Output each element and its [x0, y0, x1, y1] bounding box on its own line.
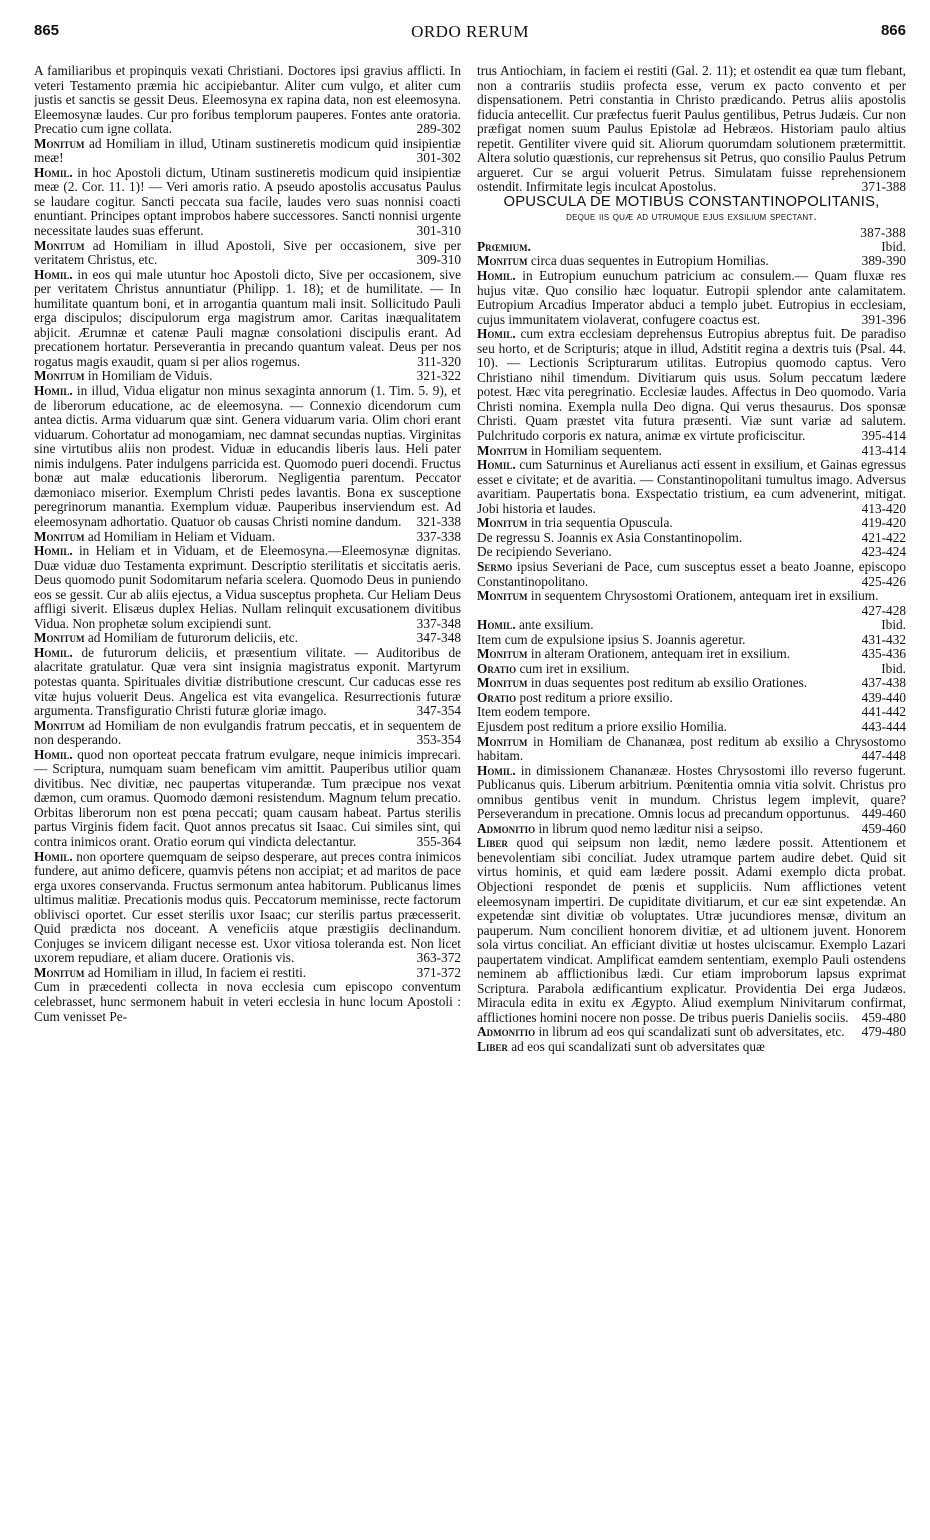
index-entry	[477, 676, 906, 691]
entry-label: Homil.	[477, 268, 516, 284]
section-subtitle: deque iis quæ ad utrumque ejus exsilium spectant.	[566, 210, 817, 223]
page-reference: 413-420	[861, 500, 906, 516]
page-reference: 421-422	[861, 529, 906, 545]
page-reference: 387-388	[860, 224, 906, 240]
section-title: OPUSCULA DE MOTIBUS CONSTANTINOPOLITANIS,	[503, 193, 880, 210]
index-entry	[477, 647, 906, 662]
page-reference: Ibid.	[881, 238, 906, 254]
entry-text: ad Homiliam in Heliam et Viduam.	[87, 528, 276, 544]
page-reference: 459-460	[861, 820, 906, 836]
entry-text: in Homiliam de Chananæa, post reditum ab exsilio a Chrysostomo habitam.	[477, 733, 906, 764]
entry-label: Admonitio	[477, 820, 536, 836]
page-reference: Ibid.	[881, 617, 906, 633]
entry-text: in duas sequentes post reditum ab exsilio Orationes.	[530, 675, 808, 691]
index-entry	[34, 530, 461, 545]
page-reference: 371-372	[416, 964, 461, 980]
entry-label: Monitum	[477, 442, 528, 458]
entry-text: Item eodem tempore.	[477, 704, 591, 720]
index-entry	[477, 458, 906, 516]
entry-label: Monitum	[477, 733, 528, 749]
entry-text: in librum ad eos qui scandalizati sunt ob adversitates, etc.	[538, 1024, 845, 1040]
entry-text: in alteram Orationem, antequam iret in exsilium.	[530, 646, 791, 662]
entry-text: quod qui seipsum non lædit, nemo lædere possit. Attentionem et benevolentiam sibi conciliat. Judex utramque partem audire debet. Quid sit virtus hominis, et quid eam lædere possit. Adami exemplo dicta probat. Objectioni respondet de pœnis et suppliciis. Num afflictiones vetent eleemosynam impertiri. De cupiditate divitiarum, et cur eæ sint expetendæ. An expetendæ sint divitiæ ob voluptates. Utræ jucundiores mensæ, divitum an pauperum. Num concilient honorem divitiæ, et ad ultionem juvent. Honorem sola virtus conciliat. An efficiant divitiæ ut hostes ulciscamur. Exemplo Lazari paupertatem vindicat. Amplificat eamdem sententiam, exemplo Pauli ostendens neminem ab afflictionibus lædi. Cur etiam improborum lapsus exprimat Scriptura. Parabola ædificantium explicatur. Providentia Dei erga Judæos. Miracula edita in exitu ex Ægypto. Aliud exemplum Ninivitarum confirmat, afflictiones homini nocere non posse. De tribus pueris Danielis sociis.	[477, 835, 906, 1025]
entry-label: Homil.	[34, 746, 73, 762]
entry-label: Prœmium.	[477, 238, 531, 254]
entry-label: Homil.	[34, 266, 73, 282]
entry-text: trus Antiochiam, in faciem ei restiti (Gal. 2. 11); et ostendit ea quæ tum flebant, non a contrariis studiis profecta esse, verum ex pacto convento et per dispensationem. Petri constantia in Christo prædicando. Petrus aliis apostolis fiducia antecellit. Cur præfectus fuerit Paulus gentilibus, Petrus Judæis. Cur non præfigat nomen suum Paulus Epistolæ ad Hebræos. Historiam paulo altius repetit. Gentiliter vivere quid sit. Aliorum quorumdam solutionem prætermittit. Altera solutio quæstionis, cur reprehensus sit Petrus, quo consilio Paulus Petrum argueret. Cur se argui voluerit Petrus. Simulatam fuisse reprehensionem ostendit. Infirmitate legis inculcat Apostolus.	[477, 64, 906, 195]
entry-label: Homil.	[34, 644, 73, 660]
running-header	[34, 10, 906, 40]
entry-text: post reditum a priore exsilio.	[519, 689, 673, 705]
index-entry	[34, 137, 461, 166]
index-entry	[34, 748, 461, 850]
index-entry	[34, 64, 461, 137]
page-reference: 439-440	[861, 689, 906, 705]
entry-text: Ejusdem post reditum a priore exsilio Homilia.	[477, 718, 728, 734]
entry-label: Monitum	[477, 675, 528, 691]
entry-label: Monitum	[477, 253, 528, 269]
index-entry	[477, 444, 906, 459]
entry-text: ad Homiliam in illud Apostoli, Sive per occasionem, sive per veritatem Christus, etc.	[34, 237, 461, 268]
index-entry	[34, 850, 461, 966]
entry-text: ad Homiliam in illud, In faciem ei restiti.	[87, 964, 307, 980]
entry-label: Monitum	[34, 135, 85, 151]
entry-label: Homil.	[34, 543, 73, 559]
page-reference: 301-310	[416, 223, 461, 239]
entry-label: Monitum	[34, 528, 85, 544]
index-entry	[477, 836, 906, 1025]
page-reference: 347-354	[416, 703, 461, 719]
page-number-left: 865	[34, 22, 60, 39]
page-reference: 479-480	[861, 1024, 906, 1040]
entry-text: ad Homiliam de non evulgandis fratrum peccatis, et in sequentem de non desperando.	[34, 717, 461, 748]
entry-text: in Eutropium eunuchum patricium ac consulem.— Quam fluxæ res hujus vitæ. Quo consilio hæc loquatur. Eutropii splendor ante calamitatem. Eutropium Arcadius Imperator abduci a templo jubet. Eutropius in ecclesiam, cujus immunitatem violaverat, confugere coactus est.	[477, 268, 906, 327]
entry-text: in Homiliam sequentem.	[530, 442, 662, 458]
entry-text: circa duas sequentes in Eutropium Homilias.	[530, 253, 769, 269]
index-entry	[477, 516, 906, 531]
entry-label: Monitum	[477, 588, 528, 604]
page-reference: 449-460	[861, 806, 906, 822]
entry-text: ad Homiliam de futurorum deliciis, etc.	[87, 630, 298, 646]
index-entry	[477, 735, 906, 764]
entry-text: in librum quod nemo læditur nisi a seipso.	[538, 820, 763, 836]
entry-text: ante exsilium.	[519, 617, 594, 633]
page-reference: 431-432	[861, 631, 906, 647]
index-entry	[477, 531, 906, 546]
entry-text: A familiaribus et propinquis vexati Christiani. Doctores ipsi gravius afflicti. In veteri Testamento præmia hic accipiebantur. Aliter cum vulgo, et aliter cum justis et sanctis se gessit Deus. Eleemosyna ex rapina data, non est eleemosyna. Eleemosynæ laudes. Cur pro foribus templorum pauperes. Fontes ante oratoria. Precatio cum igne collata.	[34, 64, 461, 137]
entry-text: ad Homiliam in illud, Utinam sustineretis modicum quid insipientiæ meæ!	[34, 135, 461, 166]
index-entry	[477, 269, 906, 327]
entry-label: Monitum	[34, 630, 85, 646]
entry-text: cum iret in exsilium.	[519, 660, 630, 676]
index-entry	[34, 980, 461, 1024]
page-reference: 301-302	[416, 150, 461, 166]
entry-label: Monitum	[34, 368, 85, 384]
entry-label: Homil.	[477, 617, 516, 633]
entry-label: Homil.	[477, 762, 516, 778]
entry-text: cum Saturninus et Aurelianus acti essent in exsilium, et Gainas egressus esset e civitate; et de avaritia. — Constantinopolitani tumultus imago. Adversus avaritiam. Paupertatis bona. Exspectatio tristium, ea cum advenerint, mitigat. Jobi historia et laudes.	[477, 457, 906, 516]
index-entry	[34, 166, 461, 239]
index-entry	[477, 764, 906, 822]
page-reference: 423-424	[861, 544, 906, 560]
page-reference: 447-448	[861, 748, 906, 764]
index-entry	[477, 720, 906, 735]
entry-label: Homil.	[477, 457, 516, 473]
right-column	[477, 64, 906, 1532]
entry-label: Monitum	[477, 646, 528, 662]
entry-label: Oratio	[477, 660, 517, 676]
page-reference: 443-444	[861, 718, 906, 734]
page-reference: 459-480	[861, 1009, 906, 1025]
index-entry	[34, 544, 461, 631]
index-entry	[34, 966, 461, 981]
page-reference: 413-414	[861, 442, 906, 458]
index-entry	[477, 64, 906, 195]
page-reference: 419-420	[861, 515, 906, 531]
entry-label: Liber	[477, 1039, 508, 1054]
entry-text: in dimissionem Chananææ. Hostes Chrysostomi illo reverso fugerunt. Publicanus quis. Liberum arbitrium. Pœnitentia omnia vitia solvit. Christus pro omnibus gentibus venit in mundum. Christus legem implevit, quare? Perseverandum in precatione. Omnis locus ad precandum opportunus.	[477, 762, 906, 822]
entry-text: in eos qui male utuntur hoc Apostoli dicto, Sive per occasionem, sive per veritatem Christus annuntiatur (Philipp. 1. 18); et de humilitate. — In humilitate quantum boni, et in arrogantia quantum mali insit. Sollicitudo Pauli erga discipulos; discipulorum erga magistrum amor. Caritas inæqualitatem abjicit. Ærumnæ et catenæ Pauli magnæ consolationi discipulis erant. Ad precationem hortatur. Perseverantia in precando quantum valeat. Deus per nos rogatus magis exaudit, quam si per alios rogemus.	[34, 266, 461, 369]
entry-text: quod non oporteat peccata fratrum evulgare, neque inimicis imprecari. — Scriptura, numquam suam beneficam vim amittit. Pauperibus utilior quam divitibus. Nec divitiæ, nec paupertas vituperandæ. Tum præcipue nos vexat dæmon, cum oramus. Quomodo dæmoni resistendum. Magnum telum precatio. Orbitas liberorum non est pœna peccati; quam causam habeat. Partus sterilis partus Virginis fidem facit. Quot annos precatus sit Isaac. Cui similes sint, qui contra inimicos orant. Oratio eorum qui vindicta delectantur.	[34, 746, 461, 849]
index-entry	[477, 1040, 906, 1055]
entry-label: Homil.	[477, 326, 516, 342]
index-entry	[477, 327, 906, 443]
index-entry	[34, 268, 461, 370]
entry-label: Homil.	[34, 164, 73, 180]
page-reference: 395-414	[861, 428, 906, 444]
entry-text: de futurorum deliciis, et præsentium vilitate. — Auditoribus de alacritate gratulatur. Quæ vera sint insignia magistratus exponit. Martyrum potestas quanta. Spirituales divitiæ distributione crescunt. Cur caducas esse res vitæ hujus voluerit Deus. Angelica est vita evangelica. Resurrectionis futuræ argumenta. Transfiguratio Christi futuræ gloriæ imago.	[34, 644, 461, 719]
index-entry	[477, 705, 906, 720]
entry-text: cum extra ecclesiam deprehensus Eutropius abreptus fuit. De paradiso seu horto, et de Scripturis; atque in illud, Adstitit regina a dextris tuis (Psal. 44. 10). — Lectionis Scripturarum utilitas. Eutropius quomodo captus. Vero Christiano nihil timendum. Divitiarum quis usus. Solum peccatum lædere potest. Hæc vita peregrinatio. Ecclesiæ laudes. Affectus in Deo quomodo. Varia Christi nomina. Exempla nulla Deo digna. Qui verus thesaurus. Dos sponsæ Christi. Quam præstet vita futura præsenti. Viæ sunt variæ ad salutem. Pulchritudo corporis ex natura, animæ ex virtute proficiscitur.	[477, 326, 906, 444]
entry-text: ad eos qui scandalizati sunt ob adversitates quæ	[511, 1039, 765, 1054]
entry-label: Oratio	[477, 689, 517, 705]
page-reference: 337-348	[416, 615, 461, 631]
index-entry	[477, 589, 906, 618]
index-entry	[34, 631, 461, 646]
index-entry	[34, 239, 461, 268]
index-entry	[477, 618, 906, 633]
page-reference: 389-390	[861, 253, 906, 269]
section-heading	[477, 195, 906, 240]
entry-text: ipsius Severiani de Pace, cum susceptus esset a beato Joanne, episcopo Constantinopolitano.	[477, 558, 906, 589]
index-entry	[477, 240, 906, 255]
page-reference: 353-354	[416, 732, 461, 748]
left-column	[34, 64, 461, 1532]
index-entry	[34, 719, 461, 748]
entry-label: Liber	[477, 835, 508, 851]
page-reference: 311-320	[417, 353, 461, 369]
entry-label: Homil.	[34, 848, 73, 864]
index-entry	[34, 369, 461, 384]
index-entry	[477, 254, 906, 269]
page-reference: 371-388	[861, 179, 906, 195]
index-entry	[477, 560, 906, 589]
entry-label: Monitum	[34, 964, 85, 980]
page-reference: 321-338	[416, 513, 461, 529]
page-reference: 347-348	[416, 630, 461, 646]
page-reference: 289-302	[416, 121, 461, 137]
page-reference: 321-322	[416, 368, 461, 384]
entry-text: in hoc Apostoli dictum, Utinam sustineretis modicum quid insipientiæ meæ (2. Cor. 11. 1)! — Veri amoris ratio. A pseudo apostolis accusatus Paulus se laudare cogitur. Sancti peccata sua facile, laudes vero suas nonnisi coacti enuntiant. Principes optant improbos habere successores. Sancti nonnisi urgente necessitate laudes suas efferunt.	[34, 164, 461, 239]
index-entry	[477, 633, 906, 648]
page-reference: 355-364	[416, 833, 461, 849]
page-reference: 435-436	[861, 646, 906, 662]
index-entry	[477, 822, 906, 837]
entry-text: De regressu S. Joannis ex Asia Constantinopolim.	[477, 529, 743, 545]
entry-text: in Homiliam de Viduis.	[87, 368, 213, 384]
entry-label: Homil.	[34, 383, 73, 399]
entry-label: Monitum	[477, 515, 528, 531]
page-reference: 391-396	[861, 311, 906, 327]
page-reference: Ibid.	[881, 660, 906, 676]
page-reference: 427-428	[861, 602, 906, 618]
page-reference: 437-438	[861, 675, 906, 691]
page-reference: 363-372	[416, 950, 461, 966]
entry-label: Admonitio	[477, 1024, 536, 1040]
page-reference: 441-442	[861, 704, 906, 720]
index-entry	[477, 691, 906, 706]
entry-text: in sequentem Chrysostomi Orationem, antequam iret in exsilium.	[530, 588, 879, 604]
index-entry	[477, 545, 906, 560]
entry-text: in illud, Vidua eligatur non minus sexaginta annorum (1. Tim. 5. 9), et de liberorum educatione, ac de eleemosyna. — Connexio dicendorum cum antea dictis. Arma viduarum quæ sint. Genera viduarum varia. Olim chori erant viduarum. Cohortatur ad monogamiam, nec damnat secundas nuptias. Virginitas sine virtutibus aliis non prodest. Viduæ in educandis liberis laus. Heli pater nimis indulgens. Pater indulgens parricida est. Quomodo pueri docendi. Fructus bonæ aut malæ educationis liberorum. Negligentia parentum. Peccator dæmoniaco miserior. Exemplum Christi pedes lavantis. Bona ex susceptione peregrinorum manantia. Exemplum viduæ. Pauperibus inserviendum est. Ad eleemosynam adhortatio. Quatuor ob causas Christi nomine dandum.	[34, 383, 461, 529]
page-reference: 337-338	[416, 528, 461, 544]
index-entry	[34, 384, 461, 529]
index-entry	[477, 1025, 906, 1040]
entry-text: in tria sequentia Opuscula.	[530, 515, 673, 531]
entry-text: Cum in præcedenti collecta in nova ecclesia cum episcopo conventum celebrasset, hunc sermonem habuit in veteri ecclesia in hunc locum Apostoli : Cum venisset Pe-	[34, 979, 461, 1024]
running-title: ORDO RERUM	[411, 22, 529, 41]
entry-label: Monitum	[34, 237, 85, 253]
entry-text: Item cum de expulsione ipsius S. Joannis ageretur.	[477, 631, 746, 647]
index-entry	[34, 646, 461, 719]
page-reference: 425-426	[861, 573, 906, 589]
entry-label: Monitum	[34, 717, 85, 733]
index-entry	[477, 662, 906, 677]
entry-text: non oportere quemquam de seipso desperare, aut preces contra inimicos fundere, aut animo deficere, quamvis pétens non accipiat; et ad maritos de pace erga uxores conservanda. Fructus sermonum antea habitorum. Publicanus limes ultimus malitiæ. Precationis modus quis. Peccatorum meminisse, recte factorum oblivisci oportet. Cur esset sterilis uxor Isaac; cur sterilis partus præcesserit. Quid prædicta nos doceant. A veneficiis atque præstigiis declinandum. Conjuges se invicem diligant necesse est. Uxor vitiosa toleranda est. Non licet uxorem repudiare, et aliam ducere. Orationis vis.	[34, 848, 461, 966]
entry-text: De recipiendo Severiano.	[477, 544, 612, 560]
entry-text: in Heliam et in Viduam, et de Eleemosyna.—Eleemosynæ dignitas. Duæ viduæ duo Testamenta exprimunt. Descriptio sterilitatis et siccitatis aeris. Deus quomodo punit Sodomitarum nefaria scelera. Quomodo Deus in puniendo eos se gessit. Cur ab aliis ejectus, a Vidua susceptus propheta. Cur Heliam Deus affligi siverit. Elisæus duplex Helias. Nullam relinquit excusationem divitibus Vidua. Non prophetæ solum excipiendi sunt.	[34, 543, 461, 631]
entry-label: Sermo	[477, 558, 513, 574]
page-number-right: 866	[880, 22, 906, 39]
page-reference: 309-310	[416, 252, 461, 268]
